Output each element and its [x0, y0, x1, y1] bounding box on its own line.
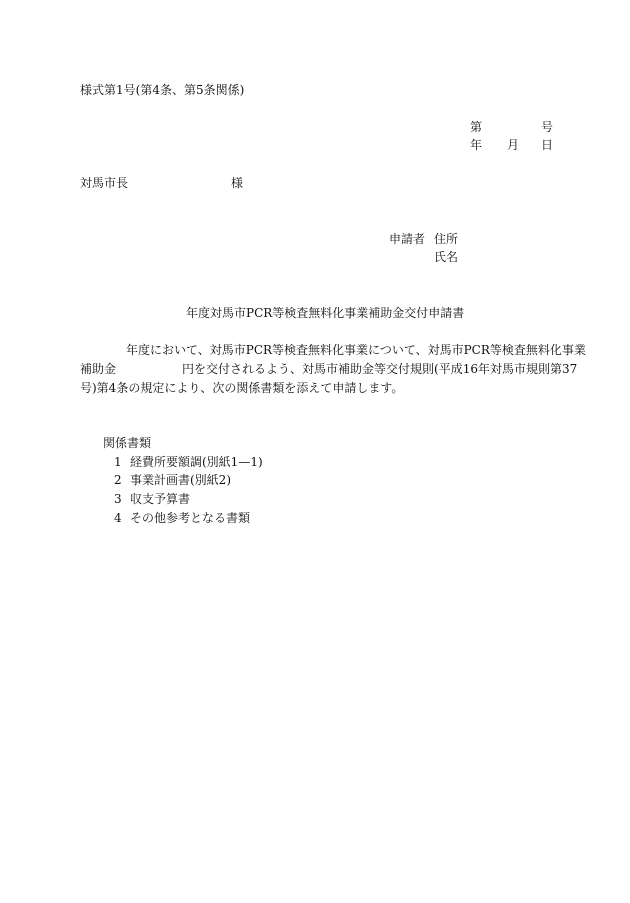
document-number-suffix: 号 [541, 120, 554, 134]
applicant-address-label: 住所 [434, 232, 459, 246]
list-item-number: 4 [114, 511, 122, 525]
date-year-label: 年 [470, 138, 483, 152]
document-number-label: 第 [470, 120, 483, 134]
addressee-name: 対馬市長 [80, 176, 129, 190]
applicant-label: 申請者 [389, 232, 426, 246]
date-month-label: 月 [507, 138, 520, 152]
list-item-text: その他参考となる書類 [130, 511, 251, 525]
date-day-label: 日 [541, 138, 554, 152]
attachments-heading: 関係書類 [103, 436, 152, 450]
list-item-number: 1 [114, 455, 122, 469]
body-paragraph-line-3: 号)第4条の規定により、次の関係書類を添えて申請します。 [80, 381, 404, 395]
body-paragraph-line-2 [80, 363, 577, 375]
body-paragraph-line-1 [80, 344, 586, 356]
addressee-honorific: 様 [231, 176, 244, 190]
list-item-number: 3 [114, 492, 122, 506]
list-item-text: 収支予算書 [130, 492, 191, 506]
body-line-2-prefix: 補助金 [80, 362, 117, 376]
list-item-text: 事業計画書(別紙2) [130, 473, 231, 487]
list-item-text: 経費所要額調(別紙1—1) [130, 455, 263, 469]
list-item-number: 2 [114, 473, 122, 487]
form-number: 様式第1号(第4条、第5条関係) [80, 83, 245, 97]
body-line-1-text: 年度において、対馬市PCR等検査無料化事業について、対馬市PCR等検査無料化事業 [126, 343, 586, 357]
applicant-name-label: 氏名 [434, 250, 459, 264]
list-item [114, 474, 231, 486]
document-title: 年度対馬市PCR等検査無料化事業補助金交付申請書 [186, 306, 465, 320]
list-item [114, 512, 250, 524]
list-item [114, 456, 263, 468]
body-line-2-suffix: 円を交付されるよう、対馬市補助金等交付規則(平成16年対馬市規則第37 [182, 362, 578, 376]
list-item [114, 493, 190, 505]
